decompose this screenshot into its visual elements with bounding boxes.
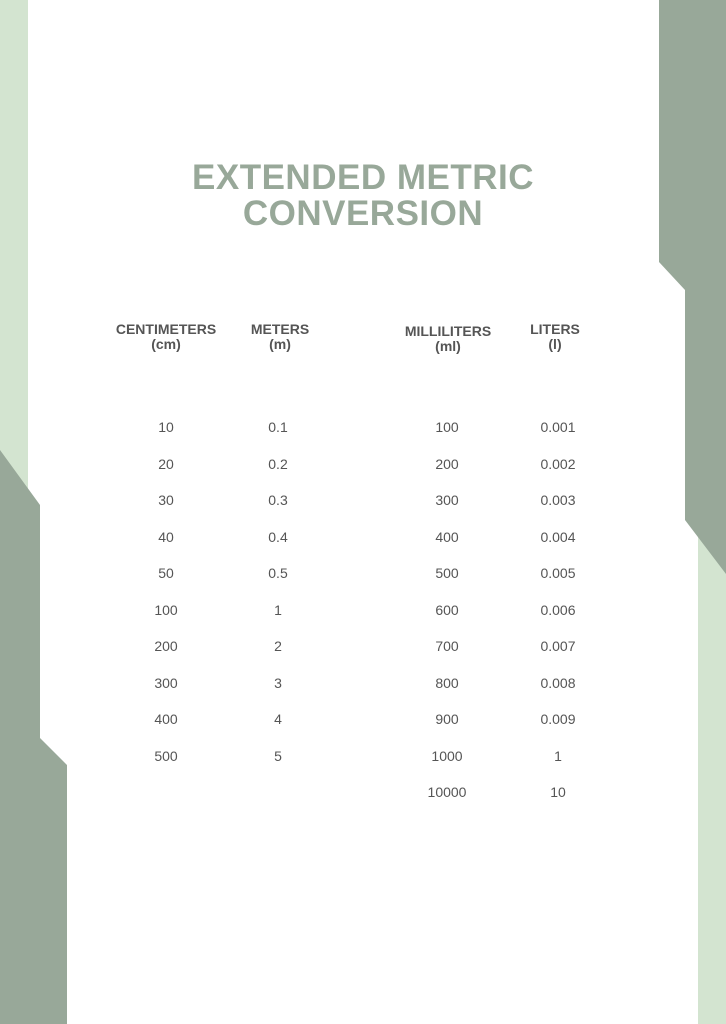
cell-liters: 0.001 — [540, 419, 576, 435]
cell-liters: 0.008 — [540, 674, 576, 691]
column-meters — [228, 418, 328, 783]
header-milliliters-name: MILLILITERS — [404, 323, 492, 339]
header-liters-unit: (l) — [548, 336, 562, 352]
cell-milliliters: 400 — [435, 528, 459, 545]
cell-liters: 0.009 — [540, 711, 576, 727]
cell-liters: 0.007 — [540, 638, 576, 654]
cell-meters: 1 — [274, 601, 282, 618]
cell-liters: 1 — [554, 747, 562, 764]
header-meters-name: METERS — [250, 321, 310, 337]
right-dark-shape — [659, 0, 726, 574]
cell-centimeters: 200 — [154, 638, 178, 654]
header-centimeters — [101, 322, 231, 352]
column-milliliters — [397, 418, 497, 820]
title-line-1: EXTENDED METRIC — [192, 158, 534, 197]
column-liters — [508, 418, 608, 820]
cell-meters: 0.5 — [268, 565, 288, 581]
cell-milliliters: 700 — [435, 638, 459, 654]
cell-meters: 0.2 — [268, 455, 288, 472]
cell-centimeters: 300 — [154, 674, 178, 691]
header-milliliters-unit: (ml) — [435, 338, 461, 354]
cell-liters: 10 — [550, 784, 566, 800]
cell-milliliters: 10000 — [427, 784, 467, 800]
cell-centimeters: 400 — [154, 711, 178, 727]
header-liters-name: LITERS — [530, 321, 580, 337]
cell-milliliters: 900 — [435, 711, 459, 727]
cell-liters: 0.003 — [540, 492, 576, 508]
cell-milliliters: 300 — [435, 492, 459, 508]
cell-centimeters: 40 — [158, 528, 174, 545]
title-line-2: CONVERSION — [242, 194, 484, 233]
cell-liters: 0.005 — [540, 565, 576, 581]
column-centimeters — [116, 418, 216, 783]
header-meters-unit: (m) — [269, 336, 291, 352]
cell-milliliters: 800 — [435, 674, 459, 691]
header-centimeters-unit: (cm) — [151, 336, 181, 352]
cell-liters: 0.002 — [540, 455, 576, 472]
cell-milliliters: 600 — [435, 601, 459, 618]
page-title — [0, 160, 726, 232]
cell-meters: 2 — [274, 638, 282, 654]
cell-liters: 0.006 — [540, 601, 576, 618]
cell-meters: 0.4 — [268, 528, 288, 545]
cell-meters: 0.3 — [268, 492, 288, 508]
cell-milliliters: 200 — [435, 455, 459, 472]
cell-liters: 0.004 — [540, 528, 576, 545]
cell-centimeters: 100 — [154, 601, 178, 618]
cell-milliliters: 500 — [435, 565, 459, 581]
cell-centimeters: 20 — [158, 455, 174, 472]
cell-meters: 0.1 — [268, 419, 288, 435]
cell-centimeters: 30 — [158, 492, 174, 508]
left-dark-shape — [0, 450, 67, 1024]
cell-meters: 5 — [274, 747, 282, 764]
cell-centimeters: 10 — [158, 419, 174, 435]
cell-milliliters: 1000 — [431, 747, 463, 764]
header-liters — [490, 322, 620, 352]
cell-centimeters: 500 — [154, 747, 178, 764]
cell-centimeters: 50 — [158, 565, 174, 581]
cell-meters: 3 — [274, 674, 282, 691]
header-centimeters-name: CENTIMETERS — [115, 321, 217, 337]
cell-meters: 4 — [274, 711, 282, 727]
header-meters — [215, 322, 345, 352]
cell-milliliters: 100 — [435, 419, 459, 435]
